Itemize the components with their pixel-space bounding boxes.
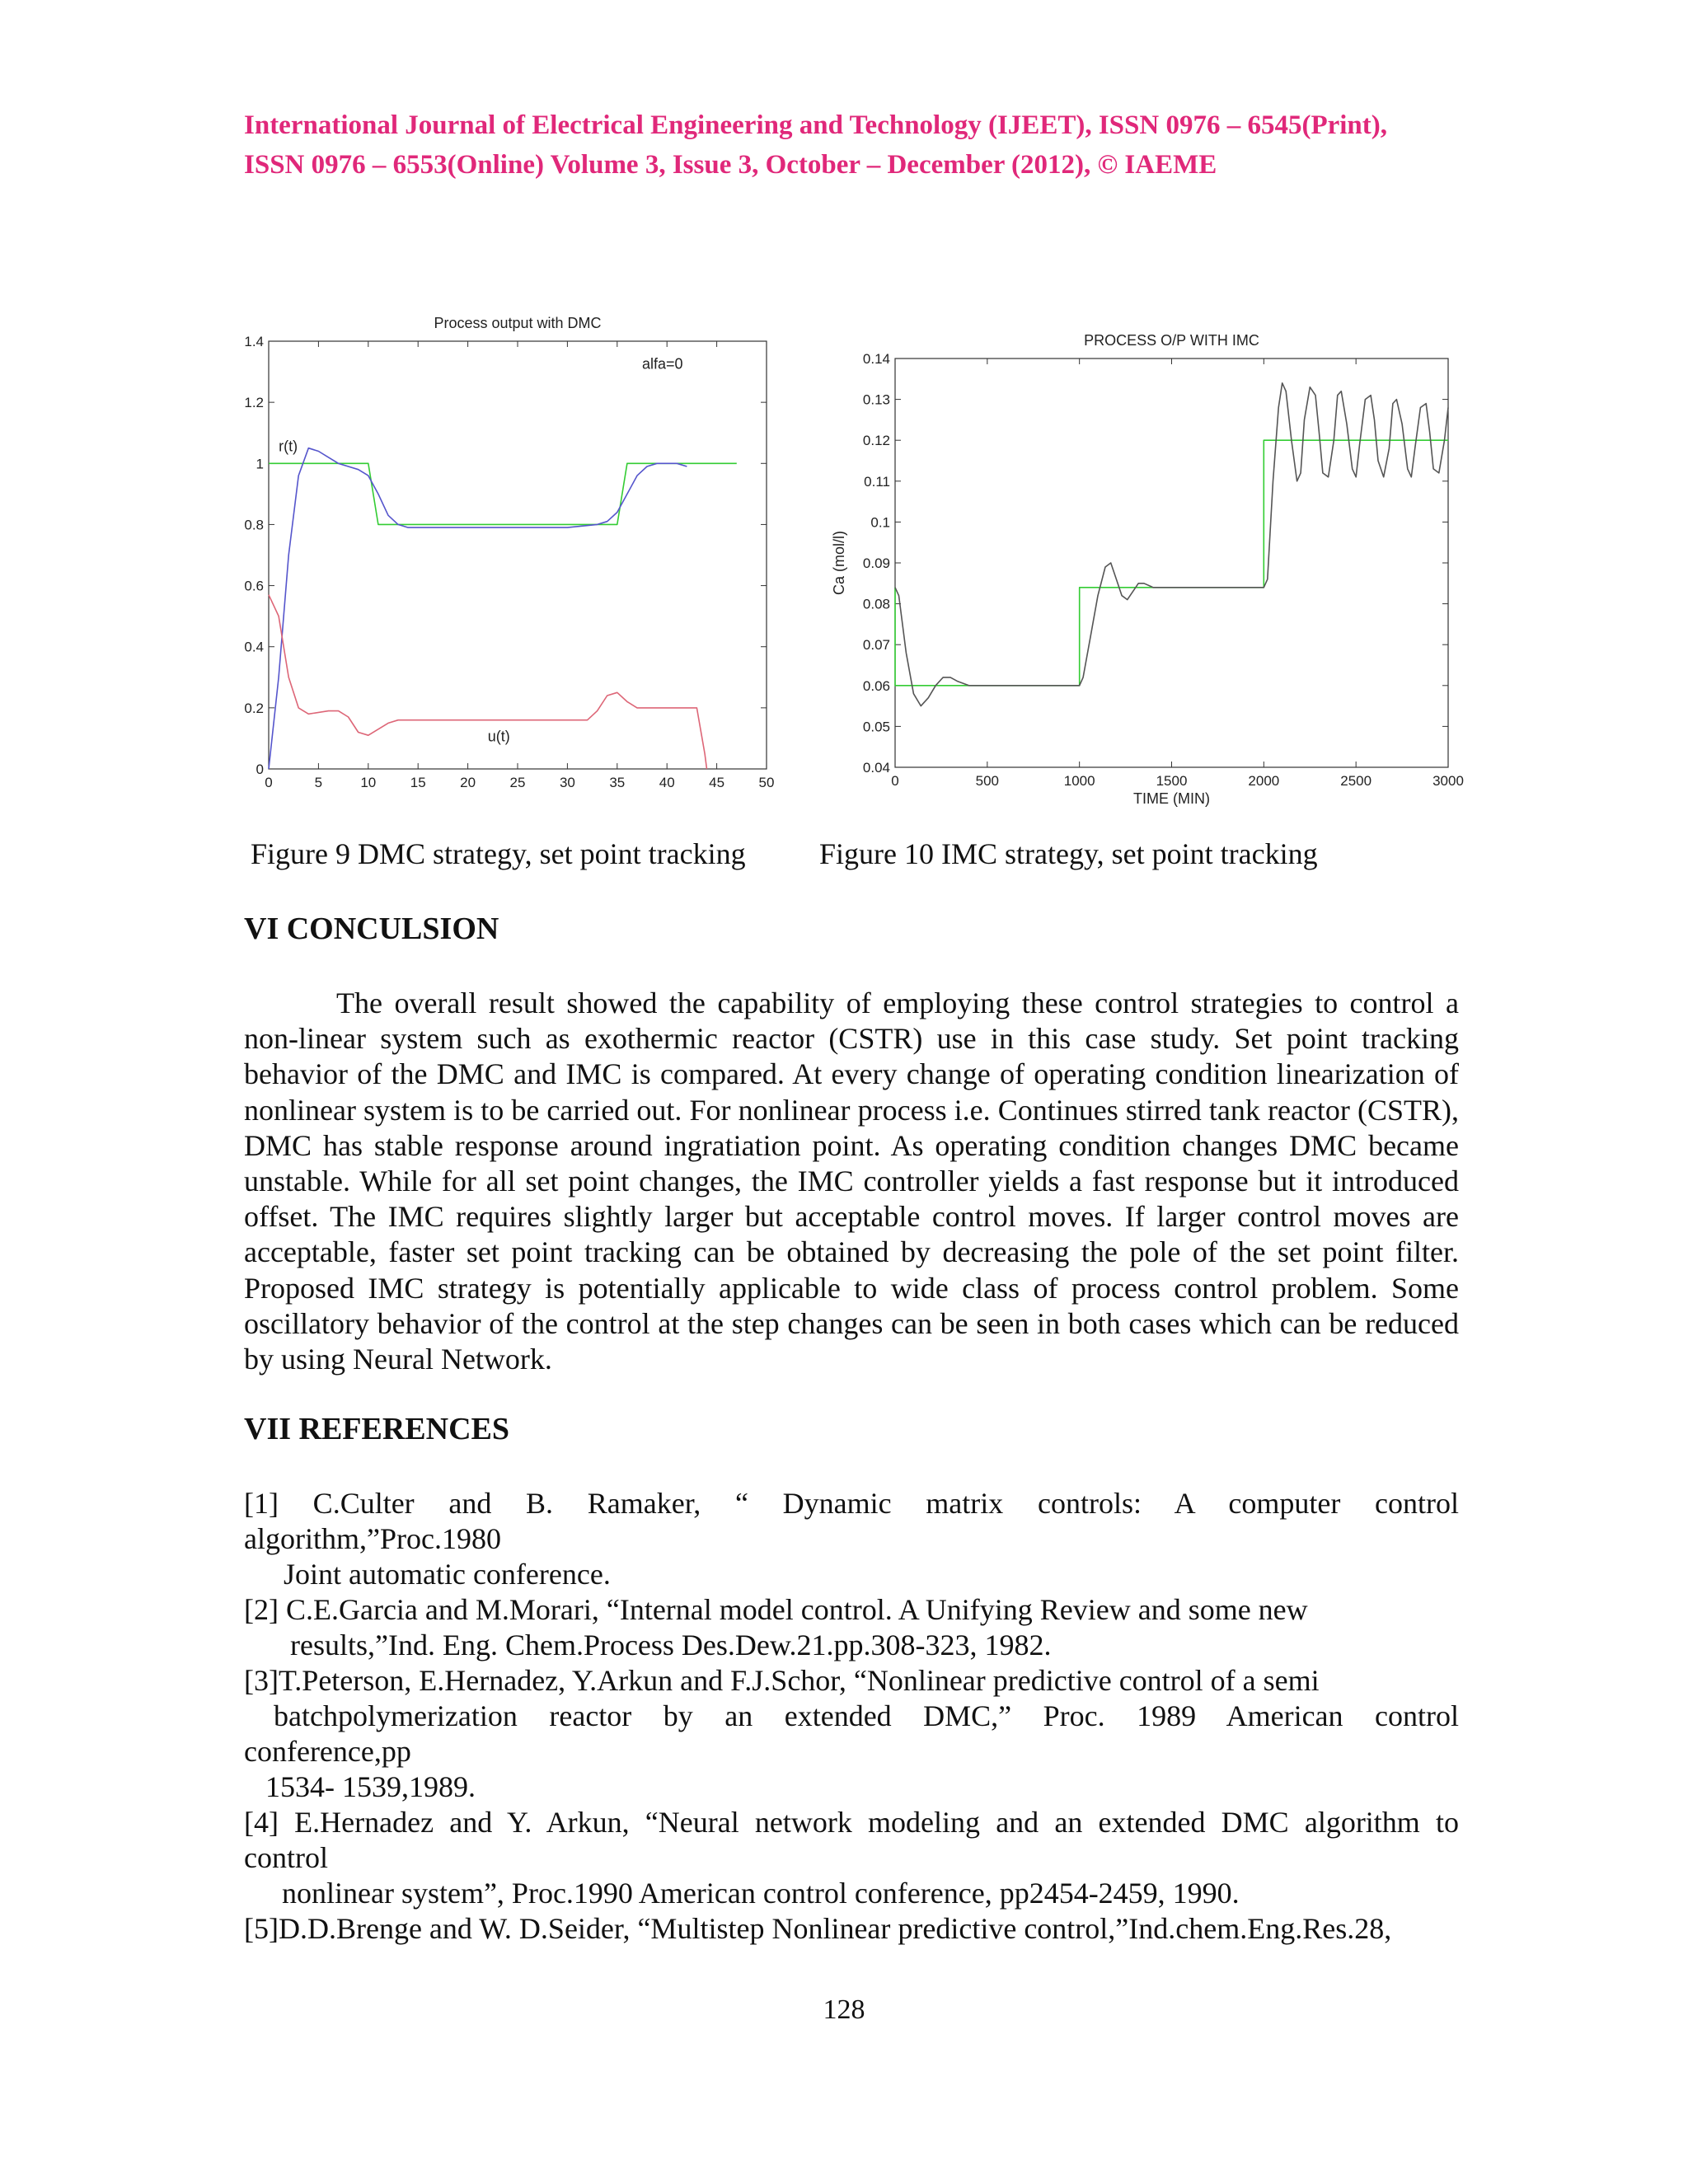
y-tick-label: 0.09 [862,555,890,571]
reference-line: nonlinear system”, Proc.1990 American control conference, pp2454-2459, 1990. [282,1877,1240,1910]
reference-line: Joint automatic conference. [284,1558,611,1591]
chart-annotation: u(t) [487,728,510,745]
x-tick-label: 35 [609,775,626,790]
x-tick-label: 20 [460,775,476,790]
y-tick-label: 0.11 [864,473,890,490]
imc-chart-svg [824,326,1475,820]
reference-line: [4] E.Hernadez and Y. Arkun, “Neural network modeling and an extended DMC algorithm to [244,1806,1459,1839]
x-tick-label: 1500 [1156,773,1188,789]
x-tick-label: 30 [559,775,575,790]
figure-captions [251,837,1470,878]
x-tick-label: 15 [410,775,426,790]
x-tick-label: 0 [891,773,899,789]
reference-line: [2] C.E.Garcia and M.Morari, “Internal model control. A Unifying Review and some new [244,1593,1308,1626]
references-heading: VII REFERENCES [244,1412,510,1446]
x-tick-label: 50 [758,775,775,790]
conclusion-text: The overall result showed the capability of employing these control strategies to control a non-linear system such as exothermic reactor (CSTR) use in this case study. Set point tracking behavior of the DMC and IMC is compared. At every change of operating condition linearization of nonlinear system is to be carried out. For nonlinear process i.e. Continues stirred tank reactor (CSTR), DMC has stable response around ingratiation point. As operating condition changes DMC became unstable. While for all set point changes, the IMC controller yields a fast response but it introduced offset. The IMC requires slightly larger but acceptable control moves. If larger control moves are acceptable, faster set point tracking can be obtained by decreasing the pole of the set point filter. Proposed IMC strategy is potentially applicable to wide class of process control problem. Some oscillatory behavior of the control at the step changes can be seen in both cases which can be reduced by using Neural Network. [244,987,1459,1376]
conclusion-heading: VI CONCULSION [244,912,499,946]
x-tick-label: 45 [709,775,725,790]
y-axis-label: Ca (mol/l) [831,530,847,596]
y-tick-label: 0 [256,762,264,777]
y-tick-label: 0.14 [862,351,890,367]
y-tick-label: 1.4 [244,334,264,349]
reference-line: algorithm,”Proc.1980 [244,1522,501,1555]
y-tick-label: 0.07 [862,637,890,654]
reference-line: control [244,1841,328,1874]
figure-10-caption: Figure 10 IMC strategy, set point tracking [819,837,1318,870]
series-line [269,448,687,769]
x-axis-label: TIME (MIN) [1133,790,1210,807]
plot-frame [895,359,1448,767]
y-tick-label: 0.6 [244,578,264,594]
x-tick-label: 25 [509,775,526,790]
y-tick-label: 0.05 [862,719,890,735]
x-tick-label: 3000 [1432,773,1464,789]
y-tick-label: 0.12 [862,433,890,449]
x-tick-label: 2000 [1248,773,1280,789]
series-line [269,463,737,524]
reference-line: conference,pp [244,1735,411,1768]
references-list [244,1486,1459,1947]
reference-line: 1534- 1539,1989. [265,1770,476,1803]
journal-header-line-1: International Journal of Electrical Engineering and Technology (IJEET), ISSN 0976 – 6545(Print), [244,110,1387,140]
x-tick-label: 0 [265,775,273,790]
conclusion-paragraph [244,986,1459,1377]
y-tick-label: 1.2 [244,395,264,411]
chart-title: Process output with DMC [434,315,602,331]
y-tick-label: 0.06 [862,677,890,694]
x-tick-label: 1000 [1063,773,1095,789]
reference-line: [5]D.D.Brenge and W. D.Seider, “Multistep Nonlinear predictive control,”Ind.chem.Eng.Res.28, [244,1912,1392,1945]
x-tick-label: 5 [314,775,323,790]
y-tick-label: 0.8 [244,517,264,533]
y-tick-label: 0.04 [862,760,890,776]
x-tick-label: 10 [360,775,377,790]
x-tick-label: 40 [659,775,675,790]
chart-annotation: r(t) [279,438,298,455]
reference-line: batchpolymerization reactor by an extended DMC,” Proc. 1989 American control [274,1699,1459,1732]
x-tick-label: 500 [975,773,1000,789]
series-line [895,440,1448,686]
chart-annotation: alfa=0 [642,355,683,373]
journal-header [244,105,1464,185]
reference-line: [1] C.Culter and B. Ramaker, “ Dynamic matrix controls: A computer control [244,1487,1459,1520]
reference-line: results,”Ind. Eng. Chem.Process Des.Dew.21.pp.308-323, 1982. [290,1629,1052,1661]
figure-10-imc-chart [824,326,1475,820]
y-tick-label: 0.4 [244,639,264,655]
chart-title: PROCESS O/P WITH IMC [1084,332,1259,349]
journal-header-line-2: ISSN 0976 – 6553(Online) Volume 3, Issue 3, October – December (2012), © IAEME [244,150,1217,180]
dmc-chart-svg [239,312,783,806]
y-tick-label: 1 [256,456,264,472]
y-tick-label: 0.08 [862,596,890,612]
page-number: 128 [823,1994,865,2025]
y-tick-label: 0.13 [862,391,890,408]
y-tick-label: 0.2 [244,700,264,716]
plot-frame [269,341,767,769]
figure-9-dmc-chart [239,312,783,806]
y-tick-label: 0.1 [870,514,890,531]
figure-9-caption: Figure 9 DMC strategy, set point tracking [251,837,746,870]
x-tick-label: 2500 [1340,773,1372,789]
reference-line: [3]T.Peterson, E.Hernadez, Y.Arkun and F.J.Schor, “Nonlinear predictive control of a semi [244,1664,1320,1697]
series-line [895,383,1448,706]
